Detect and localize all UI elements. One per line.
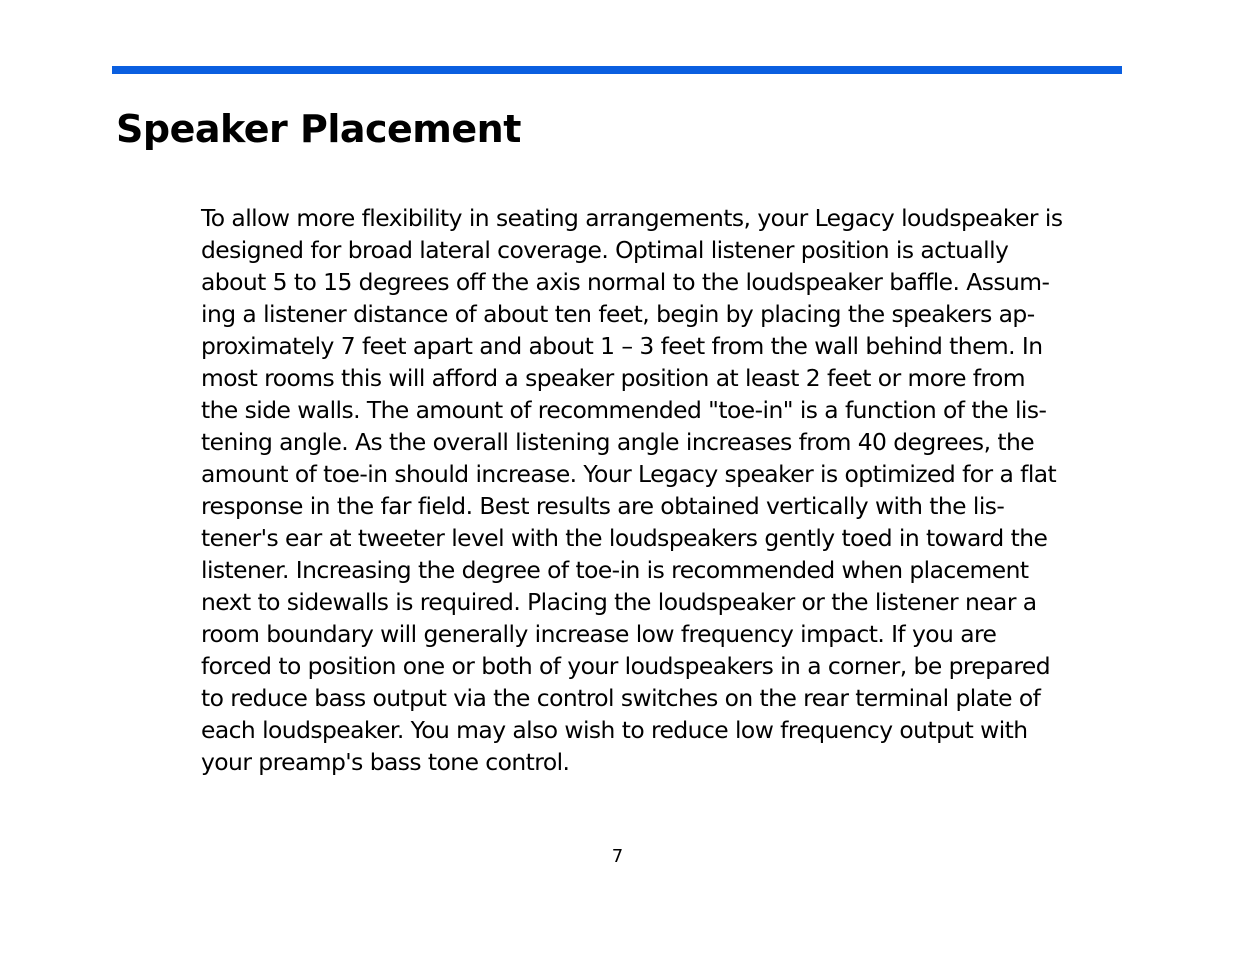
body-line: each loudspeaker. You may also wish to reduce low frequency output with xyxy=(201,716,1028,744)
body-line: tening angle. As the overall listening angle increases from 40 degrees, the xyxy=(201,428,1035,456)
body-line: room boundary will generally increase low frequency impact. If you are xyxy=(201,620,997,648)
title-rule xyxy=(112,66,1122,74)
body-line: response in the far field. Best results are obtained vertically with the lis- xyxy=(201,492,1005,520)
body-line: amount of toe-in should increase. Your Legacy speaker is optimized for a flat xyxy=(201,460,1057,488)
body-line: proximately 7 feet apart and about 1 – 3 feet from the wall behind them. In xyxy=(201,332,1043,360)
page-title: Speaker Placement xyxy=(116,107,521,151)
body-line: tener's ear at tweeter level with the loudspeakers gently toed in toward the xyxy=(201,524,1048,552)
body-line: listener. Increasing the degree of toe-in is recommended when placement xyxy=(201,556,1029,584)
page-number: 7 xyxy=(611,846,624,867)
body-line: forced to position one or both of your loudspeakers in a corner, be prepared xyxy=(201,652,1051,680)
body-line: most rooms this will afford a speaker position at least 2 feet or more from xyxy=(201,364,1026,392)
body-line: to reduce bass output via the control switches on the rear terminal plate of xyxy=(201,684,1041,712)
body-line: the side walls. The amount of recommended "toe-in" is a function of the lis- xyxy=(201,396,1047,424)
body-line: To allow more flexibility in seating arrangements, your Legacy loudspeaker is xyxy=(201,204,1063,232)
body-line: next to sidewalls is required. Placing the loudspeaker or the listener near a xyxy=(201,588,1037,616)
body-line: designed for broad lateral coverage. Optimal listener position is actually xyxy=(201,236,1009,264)
body-line: your preamp's bass tone control. xyxy=(201,748,570,776)
body-line: ing a listener distance of about ten feet, begin by placing the speakers ap- xyxy=(201,300,1035,328)
body-paragraph xyxy=(201,202,1101,778)
body-line: about 5 to 15 degrees off the axis normal to the loudspeaker baffle. Assum- xyxy=(201,268,1050,296)
